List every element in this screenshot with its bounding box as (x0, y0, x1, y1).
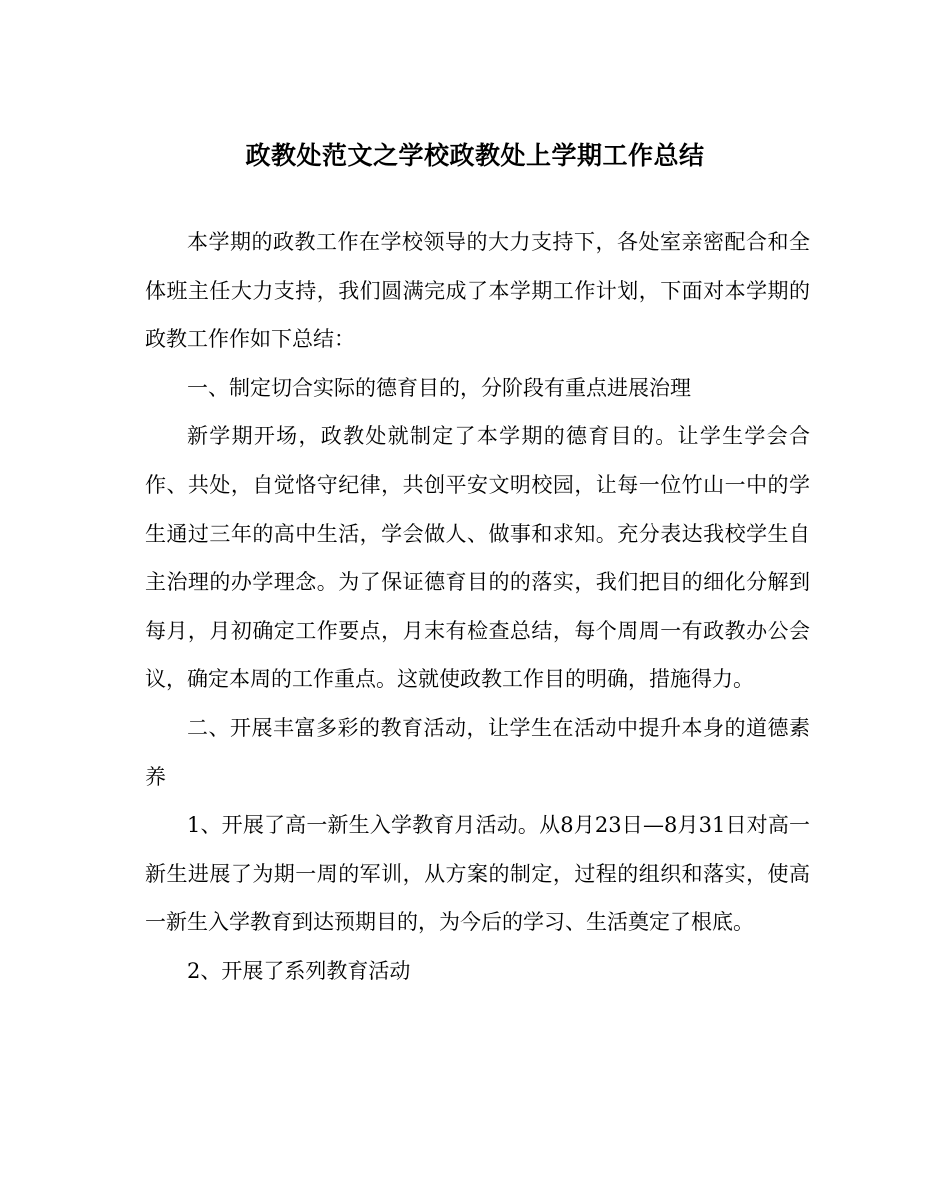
heading-section-2: 二、开展丰富多彩的教育活动，让学生在活动中提升本身的道德素养 (145, 715, 810, 789)
paragraph-section-1: 新学期开场，政教处就制定了本学期的德育目的。让学生学会合作、共处，自觉恪守纪律，共创平安文明校园，让每一位竹山一中的学生通过三年的高中生活，学会做人、做事和求知。充分表达我校学生自主治理的办学理念。为了保证德育目的的落实，我们把目的细化分解到每月，月初确定工作要点，月末有检查总结，每个周周一有政教办公会议，确定本周的工作重点。这就使政教工作目的明确，措施得力。 (145, 424, 810, 692)
document-body (145, 218, 810, 996)
paragraph-intro: 本学期的政教工作在学校领导的大力支持下，各处室亲密配合和全体班主任大力支持，我们圆满完成了本学期工作计划，下面对本学期的政教工作作如下总结： (145, 230, 810, 352)
document-title: 政教处范文之学校政教处上学期工作总结 (245, 141, 705, 170)
paragraph-item-1: 1、开展了高一新生入学教育月活动。从8月23日—8月31日对高一新生进展了为期一周的军训，从方案的制定，过程的组织和落实，使高一新生入学教育到达预期目的，为今后的学习、生活奠定了根底。 (145, 813, 810, 935)
paragraph-item-2: 2、开展了系列教育活动 (187, 958, 411, 983)
heading-section-1: 一、制定切合实际的德育目的，分阶段有重点进展治理 (187, 375, 691, 400)
